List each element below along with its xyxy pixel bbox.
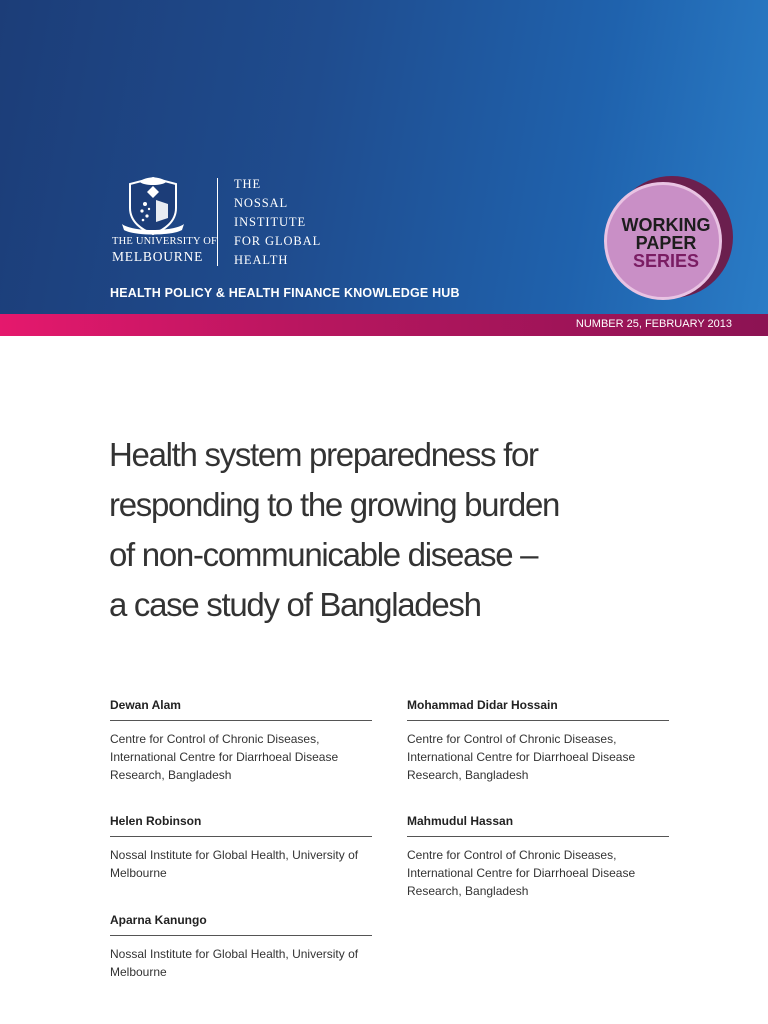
author-block <box>110 698 372 784</box>
author-block <box>110 814 372 882</box>
affiliation-line: Research, Bangladesh <box>407 884 529 898</box>
title-line: responding to the growing burden <box>109 486 560 523</box>
author-rule <box>407 836 669 837</box>
nossal-institute-name <box>234 175 321 270</box>
affiliation-line: Nossal Institute for Global Health, University of <box>110 848 359 862</box>
institute-line: INSTITUTE <box>234 215 306 229</box>
affiliation-line: Centre for Control of Chronic Diseases, <box>407 848 617 862</box>
affiliation-line: Melbourne <box>110 866 167 880</box>
affiliation-line: Centre for Control of Chronic Diseases, <box>407 732 617 746</box>
university-crest-icon <box>118 174 188 236</box>
title-line: a case study of Bangladesh <box>109 586 481 623</box>
author-name: Mohammad Didar Hossain <box>407 698 558 712</box>
author-affiliation <box>110 846 372 882</box>
author-affiliation <box>110 730 372 784</box>
title-line: Health system preparedness for <box>109 436 538 473</box>
badge-text <box>604 216 728 270</box>
paper-title <box>109 430 669 630</box>
author-affiliation <box>110 945 372 981</box>
author-name: Dewan Alam <box>110 698 181 712</box>
author-affiliation <box>407 730 669 784</box>
affiliation-line: International Centre for Diarrhoeal Disease <box>407 750 636 764</box>
logo-divider <box>217 178 218 266</box>
institute-line: THE <box>234 177 261 191</box>
affiliation-line: Research, Bangladesh <box>407 768 529 782</box>
title-line: of non-communicable disease – <box>109 536 538 573</box>
author-block <box>407 698 669 784</box>
author-name: Helen Robinson <box>110 814 202 828</box>
author-rule <box>110 935 372 936</box>
author-block <box>407 814 669 900</box>
institute-line: HEALTH <box>234 253 289 267</box>
issue-number: NUMBER 25, FEBRUARY 2013 <box>575 318 732 330</box>
badge-line-working: WORKING <box>621 215 711 235</box>
badge-line-series: SERIES <box>632 251 700 271</box>
author-rule <box>407 720 669 721</box>
university-name-line2: MELBOURNE <box>112 249 204 264</box>
university-name-line1: THE UNIVERSITY OF <box>112 236 218 247</box>
author-block <box>110 913 372 981</box>
badge-line-paper: PAPER <box>635 233 697 253</box>
affiliation-line: International Centre for Diarrhoeal Disease <box>407 866 636 880</box>
author-rule <box>110 836 372 837</box>
author-affiliation <box>407 846 669 900</box>
affiliation-line: International Centre for Diarrhoeal Disease <box>110 750 339 764</box>
affiliation-line: Research, Bangladesh <box>110 768 232 782</box>
affiliation-line: Nossal Institute for Global Health, University of <box>110 947 359 961</box>
header-banner <box>0 0 768 314</box>
institute-line: NOSSAL <box>234 196 289 210</box>
author-rule <box>110 720 372 721</box>
author-name: Aparna Kanungo <box>110 913 207 927</box>
affiliation-line: Centre for Control of Chronic Diseases, <box>110 732 320 746</box>
author-name: Mahmudul Hassan <box>407 814 514 828</box>
institute-line: FOR GLOBAL <box>234 234 322 248</box>
affiliation-line: Melbourne <box>110 965 167 979</box>
knowledge-hub-label: HEALTH POLICY & HEALTH FINANCE KNOWLEDGE HUB <box>110 286 460 300</box>
